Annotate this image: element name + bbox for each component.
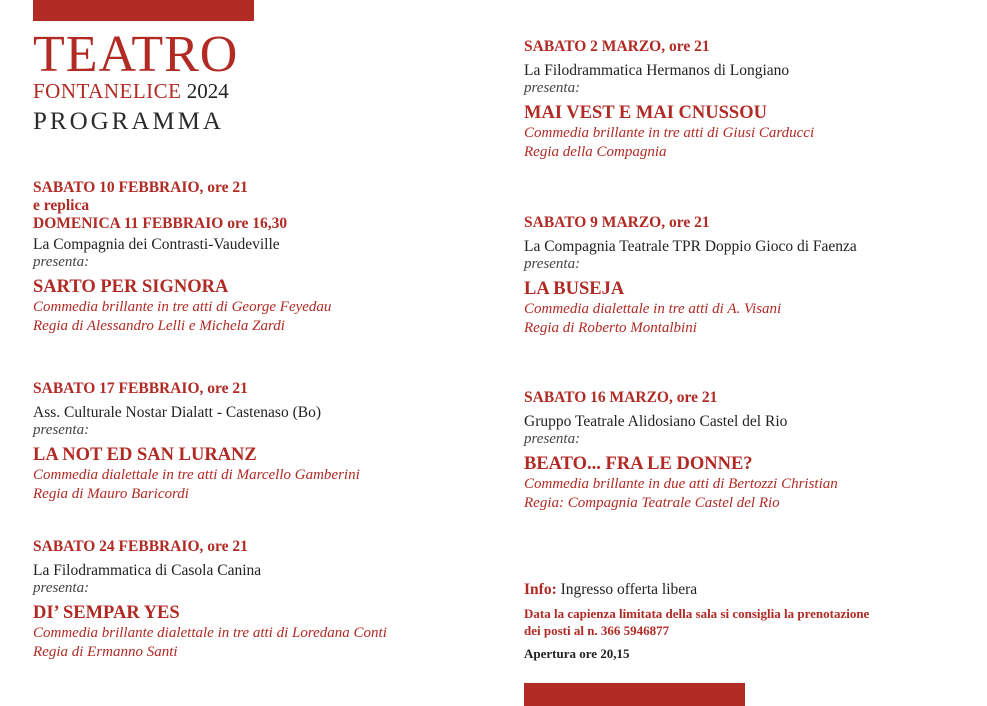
- info-line: [524, 581, 964, 599]
- event-direction: Regia di Roberto Montalbini: [524, 320, 697, 336]
- event-beato-fra-le-donne: [524, 389, 838, 513]
- event-di-sempar-yes: [33, 538, 387, 662]
- event-description: Commedia brillante in tre atti di Giusi Carducci: [524, 125, 815, 141]
- event-description: Commedia brillante dialettale in tre atti di Loredana Conti: [33, 625, 387, 641]
- event-presents: presenta:: [33, 254, 90, 270]
- logo-title: TEATRO: [33, 26, 239, 83]
- event-play-title: LA NOT ED SAN LURANZ: [33, 445, 257, 465]
- event-la-buseja: [524, 214, 857, 338]
- info-section: [524, 581, 964, 662]
- logo-year: 2024: [186, 79, 229, 103]
- booking-notice: [524, 605, 964, 639]
- event-presents: presenta:: [33, 580, 90, 596]
- event-company: Gruppo Teatrale Alidosiano Castel del Rio: [524, 413, 788, 430]
- info-text: Ingresso offerta libera: [560, 581, 698, 598]
- event-company: La Filodrammatica di Casola Canina: [33, 562, 262, 579]
- event-description: Commedia brillante in tre atti di George Feyedau: [33, 299, 332, 315]
- event-play-title: LA BUSEJA: [524, 279, 625, 299]
- event-company: La Compagnia dei Contrasti-Vaudeville: [33, 236, 280, 253]
- event-description: Commedia brillante in due atti di Bertozzi Christian: [524, 476, 838, 492]
- event-presents: presenta:: [524, 256, 581, 272]
- event-company: La Filodrammatica Hermanos di Longiano: [524, 62, 790, 79]
- theater-logo: [33, 26, 263, 136]
- event-date: SABATO 24 FEBBRAIO, ore 21: [33, 538, 248, 555]
- booking-notice-line2: dei posti al n. 366 5946877: [524, 623, 670, 638]
- program-heading: PROGRAMMA: [33, 108, 224, 135]
- event-presents: presenta:: [33, 422, 90, 438]
- event-direction: Regia: Compagnia Teatrale Castel del Rio: [524, 495, 780, 511]
- event-direction: Regia di Mauro Baricordi: [33, 486, 189, 502]
- event-date: SABATO 10 FEBBRAIO, ore 21: [33, 179, 248, 196]
- event-company: Ass. Culturale Nostar Dialatt - Castenaso (Bo): [33, 404, 321, 421]
- logo-subtitle: [33, 80, 263, 102]
- event-la-not-ed-san-luranz: [33, 380, 360, 504]
- event-presents: presenta:: [524, 431, 581, 447]
- event-date: SABATO 9 MARZO, ore 21: [524, 214, 710, 231]
- event-date: SABATO 17 FEBBRAIO, ore 21: [33, 380, 248, 397]
- event-description: Commedia dialettale in tre atti di Marcello Gamberini: [33, 467, 360, 483]
- event-direction: Regia di Alessandro Lelli e Michela Zardi: [33, 318, 285, 334]
- event-play-title: MAI VEST E MAI CNUSSOU: [524, 103, 767, 123]
- event-date: SABATO 2 MARZO, ore 21: [524, 38, 710, 55]
- event-mai-vest-e-mai-cnussou: [524, 38, 814, 162]
- event-direction: Regia della Compagnia: [524, 144, 667, 160]
- event-play-title: BEATO... FRA LE DONNE?: [524, 454, 753, 474]
- opening-time: Apertura ore 20,15: [524, 646, 630, 661]
- logo-place: FONTANELICE: [33, 79, 182, 103]
- event-presents: presenta:: [524, 80, 581, 96]
- event-replica-label: e replica: [33, 197, 90, 214]
- event-direction: Regia di Ermanno Santi: [33, 644, 178, 660]
- bottom-accent-bar: [524, 683, 745, 706]
- event-date: SABATO 16 MARZO, ore 21: [524, 389, 718, 406]
- event-play-title: DI’ SEMPAR YES: [33, 603, 180, 623]
- event-sarto-per-signora: [33, 179, 331, 336]
- top-accent-bar: [33, 0, 254, 21]
- event-replica-date: DOMENICA 11 FEBBRAIO ore 16,30: [33, 215, 288, 232]
- booking-notice-line1: Data la capienza limitata della sala si consiglia la prenotazione: [524, 606, 870, 621]
- event-company: La Compagnia Teatrale TPR Doppio Gioco di Faenza: [524, 238, 857, 255]
- event-play-title: SARTO PER SIGNORA: [33, 277, 229, 297]
- info-label: Info:: [524, 581, 557, 598]
- event-description: Commedia dialettale in tre atti di A. Visani: [524, 301, 782, 317]
